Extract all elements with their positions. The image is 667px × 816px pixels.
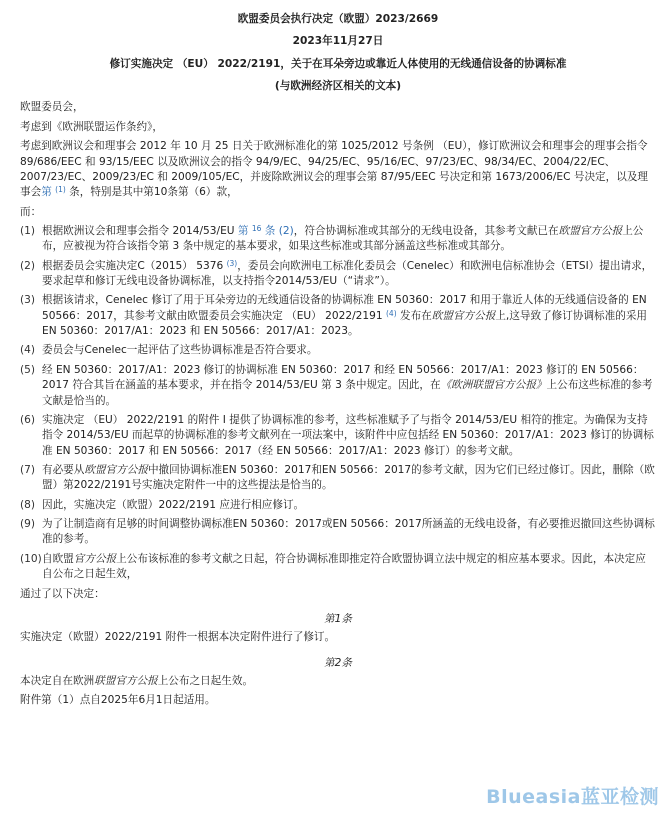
footnote-4-ref[interactable]: (4): [386, 308, 397, 318]
commission-line: 欧盟委员会，: [20, 101, 84, 114]
recital-number: (7): [20, 463, 36, 476]
adopted-line: 通过了以下决定：: [20, 587, 105, 600]
article-2-title: 第2条: [324, 656, 352, 669]
article-1-text: 实施决定（欧盟）2022/2191 附件一根据本决定附件进行了修订。: [20, 631, 336, 644]
regulation-tail: 条，特别是其中第10条第（6）款，: [69, 186, 238, 199]
decision-subject: 修订实施决定 （EU） 2022/2191，关于在耳朵旁边或靠近人体使用的无线通信设备的协调标准: [109, 57, 567, 70]
recital-number: (2): [20, 259, 36, 272]
having-regard-regulation: [20, 139, 656, 200]
recital-text: 经 EN 50360：2017/A1：2023 修订的协调标准 EN 50360：2017 和经 EN 50566：2017/A1：2023 修订的 EN 50566：2017 符合其旨在涵盖的基本要求，并在指令 2014/53/EU 第 3 条中规定。因此，在《欧洲联盟官方公报》上公布这些标准的参考文献是恰当的。: [42, 363, 653, 407]
recitals-list: [20, 224, 656, 583]
annex-application-date: 附件第（1）点自2025年6月1日起适用。: [20, 694, 216, 707]
recital-number: (4): [20, 344, 36, 357]
recital-item: [20, 259, 656, 290]
recital-item: [20, 552, 656, 583]
recital-text: 实施决定 （EU） 2022/2191 的附件 I 提供了协调标准的参考，这些标准赋予了与指令 2014/53/EU 相符的推定。为确保为支持指令 2014/53/EU 而起草的协调标准的参考文献列在一项法案中，该附件中应包括经 EN 50360：2017/A1：2023 修订的协调标准 EN 50360：2017 和 EN 50566：2017（经 EN 50566：2017/A1：2023 修订）的参考文献。: [42, 413, 654, 457]
decision-title: 欧盟委员会执行决定（欧盟）2023/2669: [237, 13, 439, 25]
recital-text: 根据委员会实施决定C（2015） 5376 $^{(3)}$，委员会向欧洲电工标准化委员会（Cenelec）和欧洲电信标准协会（ETSI）提出请求，要求起草和修订无线电设备协调标准，以支持指令2014/53/EU（“请求”）。: [42, 258, 653, 288]
recital-item: [20, 517, 656, 548]
article-2-text: 本决定自在欧洲联盟官方公报上公布之日起生效。: [20, 674, 254, 687]
recital-number: (6): [20, 413, 36, 426]
recital-text: 根据欧洲议会和理事会指令 2014/53/EU 第 $^{16}$ 条 (2)，符合协调标准或其部分的无线电设备，其参考文献已在欧盟官方公报上公布，应被视为符合该指令第 3 条中规定的基本要求，如果这些标准或其部分涵盖这些标准或其部分。: [42, 223, 644, 253]
recital-text: 有必要从欧盟官方公报中撤回协调标准EN 50360：2017和EN 50566：2017的参考文献，因为它们已经过修订。因此，删除（欧盟）第2022/2191号实施决定附件一中的这些提法是恰当的。: [42, 463, 655, 492]
recital-item: [20, 363, 656, 409]
recital-number: (1): [20, 224, 36, 237]
having-regard-treaty: 考虑到《欧洲联盟运作条约》，: [20, 120, 164, 133]
regulation-text: 考虑到欧洲议会和理事会 2012 年 10 月 25 日关于欧洲标准化的第 1025/2012 号条例 （EU），修订欧洲议会和理事会的理事会指令 89/686/EEC 和 93/15/EEC 以及欧洲议会的指令 94/9/EC、94/25/EC、95/16/EC、97/23/EC、98/34/EC、2004/22/EC、2007/23/EC、2009/23/EC 和 2009/105/EC，并废除欧洲议会的理事会第 87/95/EEC 号决定和第 1673/2006/EC 号决定，以及理事会: [20, 140, 649, 199]
directive-article-link[interactable]: 第 $^{16}$ 条: [237, 223, 276, 237]
whereas-line: 而：: [20, 205, 42, 218]
brand-watermark: Blueasia蓝亚检测: [486, 786, 659, 809]
recital-text: 委员会与Cenelec一起评估了这些协调标准是否符合要求。: [42, 344, 318, 357]
recital-item: [20, 343, 656, 358]
regulation-link[interactable]: 第 $^{(1)}$: [41, 185, 66, 199]
recital-item: [20, 293, 656, 339]
recital-number: (9): [20, 518, 36, 531]
decision-document: [20, 12, 656, 713]
recital-number: (5): [20, 363, 36, 376]
recital-item: [20, 413, 656, 459]
recital-number: (10): [20, 552, 42, 565]
recital-text: 因此，实施决定（欧盟）2022/2191 应进行相应修订。: [42, 498, 305, 511]
footnote-3-ref[interactable]: (3): [226, 258, 238, 268]
recital-text: 为了让制造商有足够的时间调整协调标准EN 50360：2017或EN 50566：2017所涵盖的无线电设备，有必要推迟撤回这些协调标准的参考。: [42, 518, 655, 546]
decision-date: 2023年11月27日: [292, 35, 384, 48]
recital-item: [20, 224, 656, 255]
eea-relevance-note: (与欧洲经济区相关的文本): [274, 80, 402, 93]
article-1-title: 第1条: [324, 612, 352, 625]
footnote-1-ref[interactable]: (1): [55, 185, 66, 195]
recital-text: 自欧盟官方公报上公布该标准的参考文献之日起，符合协调标准即推定符合欧盟协调立法中规定的相应基本要求。因此，本决定应自公布之日起生效，: [42, 552, 646, 581]
recital-item: [20, 498, 656, 513]
recital-item: [20, 463, 656, 494]
recital-number: (8): [20, 498, 36, 511]
recital-text: 根据该请求，Cenelec 修订了用于耳朵旁边的无线通信设备的协调标准 EN 50360：2017 和用于靠近人体的无线通信设备的 EN 50566：2017，其参考文献由欧盟委员会实施决定 （EU） 2022/2191 $^{(4)}$ 发布在欧盟官方公报上,这导致了修订协调标准的采用 EN 50360：2017/A1：2023 和 EN 50566：2017/A1：2023。: [42, 294, 648, 338]
recital-number: (3): [20, 294, 36, 307]
footnote-2-ref[interactable]: (2): [278, 224, 294, 237]
